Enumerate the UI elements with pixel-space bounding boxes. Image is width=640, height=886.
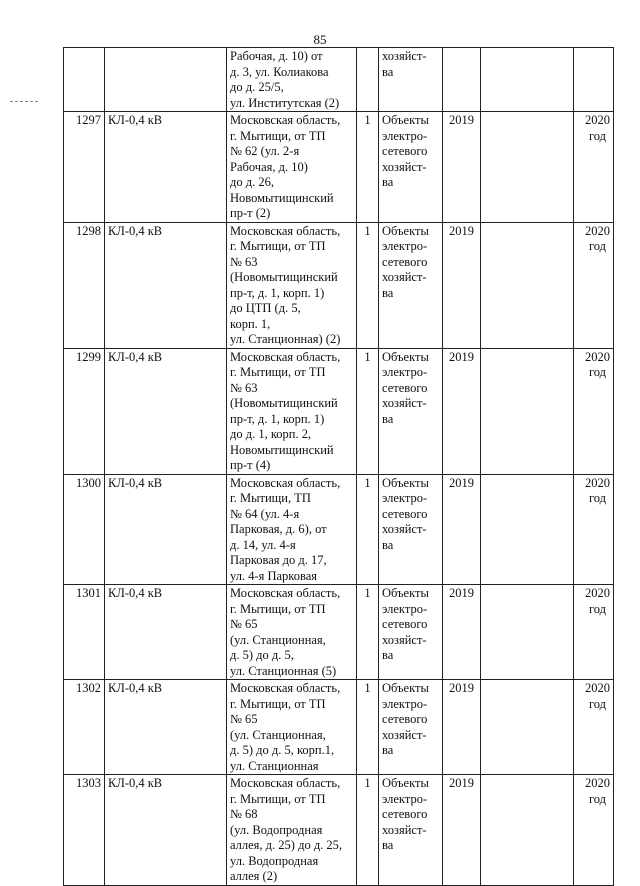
cell-quantity: 1 bbox=[357, 222, 379, 348]
cell-number: 1303 bbox=[64, 775, 105, 886]
cell-year-end bbox=[574, 585, 614, 680]
cell-quantity: 1 bbox=[357, 348, 379, 474]
page-number: 85 bbox=[313, 32, 327, 47]
cell-year-start: 2019 bbox=[443, 474, 481, 585]
cell-description: Московская область, г. Мытищи, от ТП № 62 (ул. 2-я Рабочая, д. 10) до д. 26, Новомытищинский пр-т (2) bbox=[227, 112, 357, 223]
registry-table bbox=[63, 47, 614, 886]
year-end-value: 2020 bbox=[585, 776, 610, 790]
cell-year-start: 2019 bbox=[443, 348, 481, 474]
cell-quantity: 1 bbox=[357, 585, 379, 680]
cell-purpose: Объекты электро- сетевого хозяйст- ва bbox=[379, 222, 443, 348]
cell-blank bbox=[481, 585, 574, 680]
cell-description: Московская область, г. Мытищи, ТП № 64 (ул. 4-я Парковая, д. 6), от д. 14, ул. 4-я Парковая до д. 17, ул. 4-я Парковая bbox=[227, 474, 357, 585]
cell-number: 1297 bbox=[64, 112, 105, 223]
cell-name: КЛ-0,4 кВ bbox=[105, 112, 227, 223]
cell-name: КЛ-0,4 кВ bbox=[105, 680, 227, 775]
cell-purpose: Объекты электро- сетевого хозяйст- ва bbox=[379, 680, 443, 775]
cell-description: Московская область, г. Мытищи, от ТП № 68 (ул. Водопродная аллея, д. 25) до д. 25, ул. Водопродная аллея (2) bbox=[227, 775, 357, 886]
cell-year-start: 2019 bbox=[443, 222, 481, 348]
scan-artifact bbox=[10, 101, 38, 102]
cell-year-end bbox=[574, 775, 614, 886]
cell-year-start bbox=[443, 48, 481, 112]
cell-name: КЛ-0,4 кВ bbox=[105, 348, 227, 474]
cell-name bbox=[105, 48, 227, 112]
table-row bbox=[64, 775, 614, 886]
cell-blank bbox=[481, 48, 574, 112]
cell-blank bbox=[481, 348, 574, 474]
table-row-continuation bbox=[64, 48, 614, 112]
cell-purpose: Объекты электро- сетевого хозяйст- ва bbox=[379, 474, 443, 585]
cell-quantity: 1 bbox=[357, 112, 379, 223]
year-end-unit: год bbox=[588, 601, 607, 616]
cell-purpose: Объекты электро- сетевого хозяйст- ва bbox=[379, 585, 443, 680]
cell-name: КЛ-0,4 кВ bbox=[105, 222, 227, 348]
cell-description: Московская область, г. Мытищи, от ТП № 63 (Новомытищинский пр-т, д. 1, корп. 1) до д. 1, корп. 2, Новомытищинский пр-т (4) bbox=[227, 348, 357, 474]
cell-purpose: хозяйст- ва bbox=[379, 48, 443, 112]
year-end-value: 2020 bbox=[585, 113, 610, 127]
cell-year-start: 2019 bbox=[443, 775, 481, 886]
cell-purpose: Объекты электро- сетевого хозяйст- ва bbox=[379, 348, 443, 474]
cell-purpose: Объекты электро- сетевого хозяйст- ва bbox=[379, 775, 443, 886]
cell-year-end bbox=[574, 222, 614, 348]
cell-number: 1298 bbox=[64, 222, 105, 348]
table-row bbox=[64, 112, 614, 223]
cell-description: Московская область, г. Мытищи, от ТП № 63 (Новомытищинский пр-т, д. 1, корп. 1) до ЦТП (д. 5, корп. 1, ул. Станционная) (2) bbox=[227, 222, 357, 348]
cell-blank bbox=[481, 112, 574, 223]
cell-year-end bbox=[574, 48, 614, 112]
year-end-unit: год bbox=[588, 365, 607, 379]
cell-purpose: Объекты электро- сетевого хозяйст- ва bbox=[379, 112, 443, 223]
year-end-unit: год bbox=[588, 696, 607, 711]
cell-blank bbox=[481, 680, 574, 775]
cell-quantity bbox=[357, 48, 379, 112]
cell-quantity: 1 bbox=[357, 474, 379, 585]
cell-description: Московская область, г. Мытищи, от ТП № 65 (ул. Станционная, д. 5) до д. 5, корп.1, ул. Станционная bbox=[227, 680, 357, 775]
cell-year-start: 2019 bbox=[443, 680, 481, 775]
table-row bbox=[64, 222, 614, 348]
year-end-value: 2020 bbox=[585, 586, 610, 600]
cell-year-start: 2019 bbox=[443, 585, 481, 680]
cell-description: Московская область, г. Мытищи, от ТП № 65 (ул. Станционная, д. 5) до д. 5, ул. Станционная (5) bbox=[227, 585, 357, 680]
year-end-unit: год bbox=[588, 491, 607, 505]
cell-quantity: 1 bbox=[357, 775, 379, 886]
cell-number: 1302 bbox=[64, 680, 105, 775]
table-row bbox=[64, 474, 614, 585]
year-end-unit: год bbox=[588, 128, 607, 143]
cell-year-end bbox=[574, 348, 614, 474]
cell-description: Рабочая, д. 10) от д. 3, ул. Колиакова до д. 25/5, ул. Институтская (2) bbox=[227, 48, 357, 112]
cell-name: КЛ-0,4 кВ bbox=[105, 585, 227, 680]
cell-blank bbox=[481, 775, 574, 886]
cell-name: КЛ-0,4 кВ bbox=[105, 775, 227, 886]
cell-year-end bbox=[574, 112, 614, 223]
year-end-unit: год bbox=[588, 239, 607, 253]
table-row bbox=[64, 680, 614, 775]
cell-number: 1301 bbox=[64, 585, 105, 680]
cell-year-start: 2019 bbox=[443, 112, 481, 223]
cell-year-end bbox=[574, 474, 614, 585]
cell-blank bbox=[481, 222, 574, 348]
cell-quantity: 1 bbox=[357, 680, 379, 775]
table-row bbox=[64, 585, 614, 680]
cell-year-end bbox=[574, 680, 614, 775]
table-row bbox=[64, 348, 614, 474]
cell-number bbox=[64, 48, 105, 112]
year-end-value: 2020 bbox=[585, 349, 610, 364]
year-end-value: 2020 bbox=[585, 681, 610, 695]
year-end-unit: год bbox=[588, 791, 607, 806]
cell-blank bbox=[481, 474, 574, 585]
cell-number: 1299 bbox=[64, 348, 105, 474]
cell-number: 1300 bbox=[64, 474, 105, 585]
cell-name: КЛ-0,4 кВ bbox=[105, 474, 227, 585]
year-end-value: 2020 bbox=[585, 475, 610, 490]
year-end-value: 2020 bbox=[585, 223, 610, 238]
